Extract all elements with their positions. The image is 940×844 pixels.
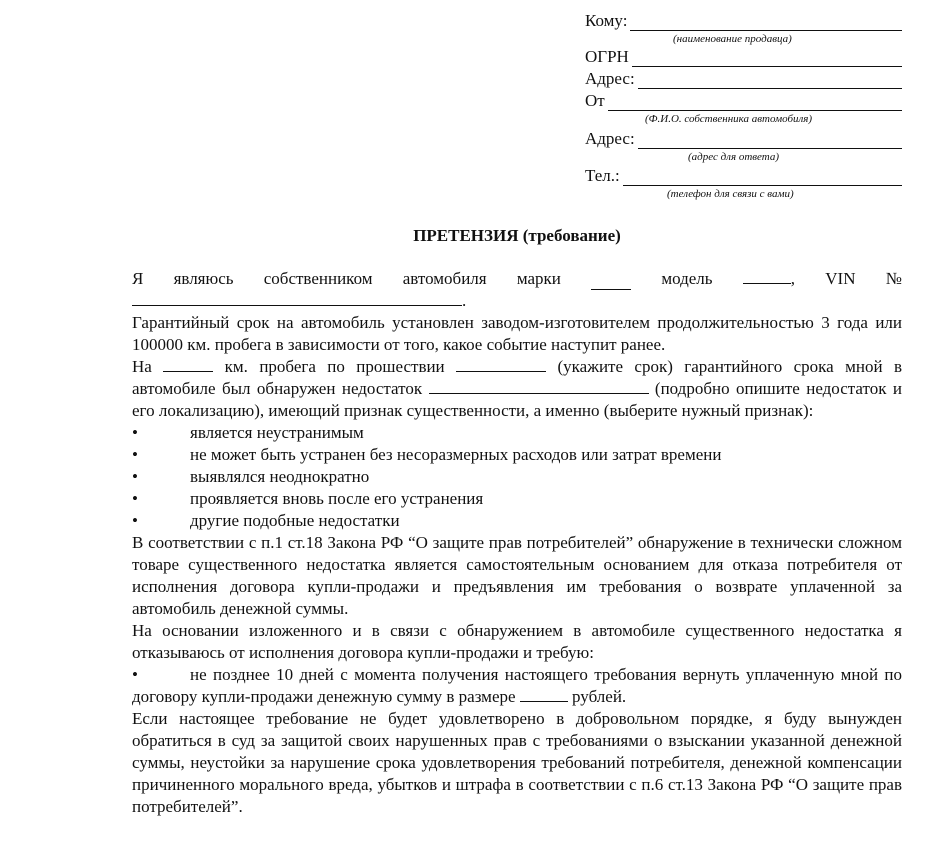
from-caption: (Ф.И.О. собственника автомобиля) [645,113,813,125]
address-row [585,69,905,89]
paragraph-demand [132,664,902,708]
word-vin: VIN [825,269,856,288]
to-field[interactable] [630,15,902,31]
demand-text-a: не позднее 10 дней с момента получения настоящего требования вернуть уплаченную мной по договору купли-продажи денежную сумму в размере [132,665,902,706]
bullet-icon: • [132,467,138,486]
from-field[interactable] [608,95,902,111]
phone-field[interactable] [623,170,902,186]
to-label: Кому: [585,11,628,30]
bullet-text: выявлялся неоднократно [190,467,370,486]
list-item [132,422,902,444]
paragraph-court-warning: Если настоящее требование не будет удовлетворено в добровольном порядке, я буду вынужден обратиться в суд за защитой своих нарушенных прав с требованиями о взыскании указанной денежной суммы, неустойки за нарушение срока удовлетворения требований потребителя, денежной компенсации причиненного морального вреда, убытков и штрафа в соответствии с п.6 ст.13 Закона РФ “О защите прав потребителей”. [132,709,902,816]
to-caption: (наименование продавца) [673,33,792,45]
paragraph-warranty: Гарантийный срок на автомобиль установлен заводом-изготовителем продолжительностью 3 года или 100000 км. пробега в зависимости от того, какое событие наступит ранее. [132,313,902,354]
ogrn-field[interactable] [632,51,902,67]
reply-address-row [585,129,905,149]
list-item [132,444,902,466]
model-field[interactable] [743,268,791,284]
list-item [132,510,902,532]
phone-row [585,166,905,186]
mileage-field[interactable] [163,356,213,372]
address-label: Адрес: [585,69,635,88]
p3-text-a: На [132,357,152,376]
word-i: Я [132,269,144,288]
bullet-icon: • [132,511,138,530]
reply-address-label: Адрес: [585,129,635,148]
word-brand: марки [516,269,561,288]
bullet-text: не может быть устранен без несоразмерных расходов или затрат времени [190,445,722,464]
word-model: модель [661,269,713,288]
defect-field[interactable] [429,378,649,394]
word-car: автомобиля [402,269,487,288]
bullet-text: является неустранимым [190,423,364,442]
phone-caption: (телефон для связи с вами) [667,188,794,200]
brand-field[interactable] [591,274,631,290]
from-label: От [585,91,605,110]
vin-field[interactable] [132,290,462,306]
amount-field[interactable] [520,686,568,702]
list-item [132,466,902,488]
ogrn-row [585,47,905,67]
bullet-icon: • [132,445,138,464]
period-field[interactable] [456,356,546,372]
paragraph-ownership [132,268,902,290]
vin-period: . [462,291,467,310]
word-owner: являюсь [173,269,234,288]
to-row [585,11,905,31]
vin-line [132,290,902,312]
paragraph-defect [132,356,902,422]
p3-text-d: (подробно опишите недостаток и его локализацию), имеющий признак существенности, а именно (выберите нужный признак): [132,379,902,420]
address-field[interactable] [638,73,902,89]
bullet-text: другие подобные недостатки [190,511,400,530]
bullet-icon: • [132,423,138,442]
p3-text-c: (укажите срок) гарантийного срока мной в автомобиле был обнаружен недостаток [132,357,903,398]
phone-label: Тел.: [585,166,620,185]
word-owner2: собственником [263,269,373,288]
p3-text-b: км. пробега по прошествии [224,357,445,376]
document-body [132,268,902,818]
reply-address-field[interactable] [638,133,902,149]
bullet-icon: • [132,489,138,508]
from-row [585,91,905,111]
ogrn-label: ОГРН [585,47,629,66]
document-title: ПРЕТЕНЗИЯ (требование) [413,226,621,245]
paragraph-law-reference: В соответствии с п.1 ст.18 Закона РФ “О защите прав потребителей” обнаружение в технически сложном товаре существенного недостатка является самостоятельным основанием для отказа потребителя от исполнения договора купли-продажи и предъявления им требования о возврате уплаченной за автомобиль денежной суммы. [132,533,902,618]
word-num: № [885,269,902,288]
bullet-icon: • [132,665,138,684]
list-item [132,488,902,510]
paragraph-demand-intro: На основании изложенного и в связи с обнаружением в автомобиле существенного недостатка я отказываюсь от исполнения договора купли-продажи и требую: [132,621,902,662]
demand-text-b: рублей. [572,687,627,706]
bullet-text: проявляется вновь после его устранения [190,489,484,508]
model-group: , [743,268,795,290]
reply-address-caption: (адрес для ответа) [688,151,780,163]
